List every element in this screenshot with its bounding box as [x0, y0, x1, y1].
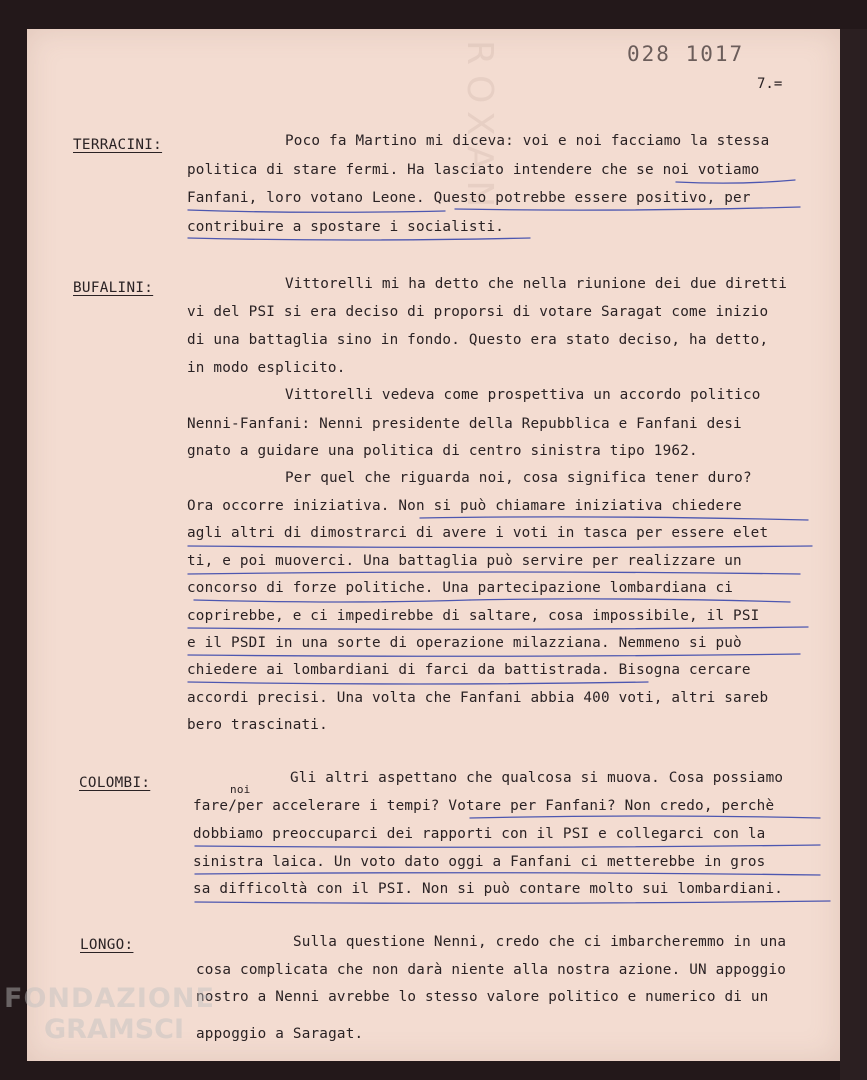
text-line: fare/per accelerare i tempi? Votare per Fanfani? Non credo, perchè — [193, 798, 775, 814]
text-line: Vittorelli mi ha detto che nella riunione dei due diretti — [285, 276, 788, 292]
text-line: in modo esplicito. — [187, 360, 346, 376]
text-line: gnato a guidare una politica di centro sinistra tipo 1962. — [187, 443, 698, 459]
text-line: sa difficoltà con il PSI. Non si può contare molto sui lombardiani. — [193, 881, 784, 897]
text-line: Vittorelli vedeva come prospettiva un accordo politico — [285, 387, 761, 403]
page-number: 7.= — [757, 76, 783, 92]
text-line: sinistra laica. Un voto dato oggi a Fanfani ci metterebbe in gros — [193, 854, 766, 870]
text-line: Per quel che riguarda noi, cosa significa tener duro? — [285, 470, 752, 486]
watermark-line2: GRAMSCI — [44, 1014, 185, 1045]
text-line: concorso di forze politiche. Una partecipazione lombardiana ci — [187, 580, 734, 596]
speaker-colombi: COLOMBI: — [79, 775, 151, 791]
text-line: bero trascinati. — [187, 717, 328, 733]
scan-background-edge — [840, 29, 867, 1080]
text-line: Fanfani, loro votano Leone. Questo potrebbe essere positivo, per — [187, 190, 751, 206]
text-line: agli altri di dimostrarci di avere i voti in tasca per essere elet — [187, 525, 769, 541]
text-line: dobbiamo preoccuparci dei rapporti con il PSI e collegarci con la — [193, 826, 766, 842]
text-line: e il PSDI in una sorte di operazione milazziana. Nemmeno si può — [187, 635, 742, 651]
archive-stamp-number: 028 1017 — [627, 42, 745, 66]
text-line: politica di stare fermi. Ha lasciato intendere che se noi votiamo — [187, 162, 760, 178]
text-line: accordi precisi. Una volta che Fanfani abbia 400 voti, altri sareb — [187, 690, 769, 706]
text-line: Poco fa Martino mi diceva: voi e noi facciamo la stessa — [285, 133, 770, 149]
text-line: contribuire a spostare i socialisti. — [187, 219, 505, 235]
text-line: Sulla questione Nenni, credo che ci imbarcheremmo in una — [293, 934, 787, 950]
watermark-line1: FONDAZIONE — [4, 983, 215, 1014]
text-line: cosa complicata che non darà niente alla nostra azione. UN appoggio — [196, 962, 787, 978]
text-line: nostro a Nenni avrebbe lo stesso valore politico e numerico di un — [196, 989, 769, 1005]
text-line: Nenni-Fanfani: Nenni presidente della Repubblica e Fanfani desi — [187, 416, 742, 432]
text-line: Ora occorre iniziativa. Non si può chiamare iniziativa chiedere — [187, 498, 742, 514]
text-line: vi del PSI si era deciso di proporsi di votare Saragat come inizio — [187, 304, 769, 320]
text-line: appoggio a Saragat. — [196, 1026, 364, 1042]
text-line: di una battaglia sino in fondo. Questo era stato deciso, ha detto, — [187, 332, 769, 348]
speaker-longo: LONGO: — [80, 937, 134, 953]
speaker-bufalini: BUFALINI: — [73, 280, 154, 296]
speaker-terracini: TERRACINI: — [73, 137, 163, 153]
background-watermark-text: ROXAN — [459, 40, 500, 218]
text-line: Gli altri aspettano che qualcosa si muova. Cosa possiamo — [290, 770, 784, 786]
text-line: coprirebbe, e ci impedirebbe di saltare, cosa impossibile, il PSI — [187, 608, 760, 624]
text-line: chiedere ai lombardiani di farci da battistrada. Bisogna cercare — [187, 662, 751, 678]
text-line: ti, e poi muoverci. Una battaglia può servire per realizzare un — [187, 553, 742, 569]
handwritten-insert: noi — [230, 783, 251, 796]
